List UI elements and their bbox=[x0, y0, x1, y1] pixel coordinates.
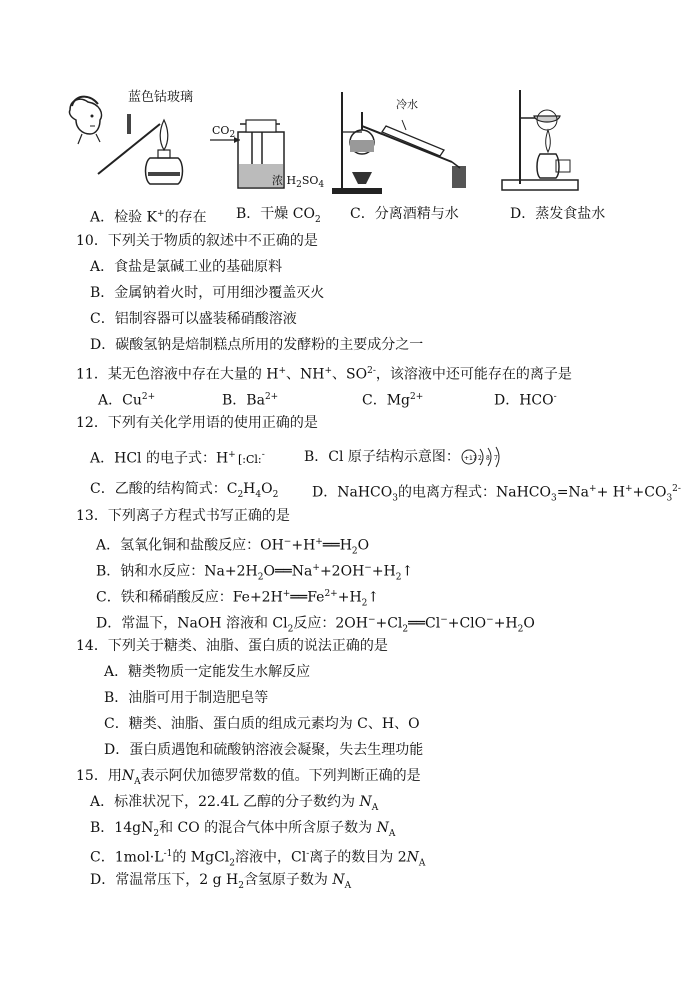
q9-option-b: B．干燥 $CO_2$ bbox=[236, 206, 321, 225]
q15-option-b: B．$14gN_2$和 CO 的混合气体中所含原子数为 $N_A$ bbox=[90, 820, 396, 839]
svg-text:+17: +17 bbox=[463, 455, 477, 462]
apparatus-figures bbox=[0, 0, 696, 200]
q11-option-b: B．$Ba^{2+}$ bbox=[222, 392, 279, 409]
q13-option-d: D．常温下，NaOH 溶液和 $Cl_2$反应：$2OH^-+Cl_2══Cl^-+ClO^-+H_2O$ bbox=[96, 615, 535, 635]
evaporation-figure bbox=[500, 90, 590, 194]
q15-option-a: A．标准状况下，22.4L 乙醇的分子数约为 $N_A$ bbox=[90, 794, 379, 813]
co2-inlet-label: $CO_2$ bbox=[212, 124, 236, 141]
q13-option-a: A．氢氧化铜和盐酸反应：$OH^-+H^+══H_2O$ bbox=[96, 537, 370, 557]
q9-option-c: C．分离酒精与水 bbox=[350, 206, 459, 222]
svg-text:7: 7 bbox=[493, 455, 498, 462]
sulfuric-acid-label: 浓 $H_2SO_4$ bbox=[272, 174, 325, 191]
q12-option-c: C．乙酸的结构简式：$C_2H_4O_2$ bbox=[90, 481, 279, 500]
cold-water-label: 冷水 bbox=[396, 98, 418, 111]
q12-stem: 12．下列有关化学用语的使用正确的是 bbox=[76, 415, 318, 431]
q9-option-a: A．检验 K+的存在 bbox=[90, 209, 207, 226]
q11-stem: 11．某无色溶液中存在大量的 H+、NH+、$SO^{2-}$，该溶液中还可能存在的离子是 bbox=[76, 366, 572, 383]
q10-option-b: B．金属钠着火时，可用细沙覆盖灭火 bbox=[90, 285, 325, 301]
q14-stem: 14．下列关于糖类、油脂、蛋白质的说法正确的是 bbox=[76, 638, 388, 654]
q12-option-b: B．Cl 原子结构示意图： +17 2 8 7 bbox=[304, 446, 510, 468]
cobalt-glass-label: 蓝色钴玻璃 bbox=[128, 90, 194, 105]
q14-option-d: D．蛋白质遇饱和硫酸钠溶液会凝聚，失去生理功能 bbox=[104, 742, 424, 758]
q10-option-a: A．食盐是氯碱工业的基础原料 bbox=[90, 259, 283, 275]
q14-option-a: A．糖类物质一定能发生水解反应 bbox=[104, 664, 311, 680]
svg-text:2: 2 bbox=[477, 455, 482, 462]
q14-option-b: B．油脂可用于制造肥皂等 bbox=[104, 690, 269, 706]
q10-option-c: C．铝制容器可以盛装稀硝酸溶液 bbox=[90, 311, 297, 327]
q15-stem: 15．用$N_A$表示阿伏加德罗常数的值。下列判断正确的是 bbox=[76, 768, 421, 787]
q14-option-c: C．糖类、油脂、蛋白质的组成元素均为 C、H、O bbox=[104, 716, 420, 732]
electron-dot-diagram bbox=[236, 451, 262, 467]
q10-stem: 10．下列关于物质的叙述中不正确的是 bbox=[76, 233, 318, 249]
q15-option-d: D．常温常压下，2 g $H_2$含氢原子数为 $N_A$ bbox=[90, 872, 352, 891]
q11-option-c: C．$Mg^{2+}$ bbox=[362, 392, 424, 409]
q15-option-c: C．$1mol\cdot L^{-1}$的 MgCl$_2$溶液中，Cl-离子的数目为 $2N_A$ bbox=[90, 849, 426, 869]
atom-structure-diagram bbox=[460, 446, 510, 468]
q13-option-b: B．钠和水反应：$Na+2H_2O══Na^++2OH^-+H_2↑$ bbox=[96, 563, 414, 583]
q13-option-c: C．铁和稀硝酸反应：$Fe+2H^+══Fe^{2+}+H_2↑$ bbox=[96, 589, 380, 609]
q11-option-d: D．HCO- bbox=[494, 392, 557, 409]
q12-option-a: A．HCl 的电子式：H+ [:Cl: - bbox=[90, 450, 265, 467]
q11-option-a: A．$Cu^{2+}$ bbox=[98, 392, 156, 409]
q10-option-d: D．碳酸氢钠是焙制糕点所用的发酵粉的主要成分之一 bbox=[90, 337, 424, 353]
q13-stem: 13．下列离子方程式书写正确的是 bbox=[76, 508, 290, 524]
svg-text:[:Cl:]: [:Cl: bbox=[237, 452, 262, 466]
q12-option-d: D．NaHCO$_3$的电离方程式：NaHCO$_3$=Na++ $H^++CO_3^{2-}$ bbox=[312, 484, 681, 504]
q9-option-d: D．蒸发食盐水 bbox=[510, 206, 606, 222]
svg-text:8: 8 bbox=[485, 455, 490, 462]
